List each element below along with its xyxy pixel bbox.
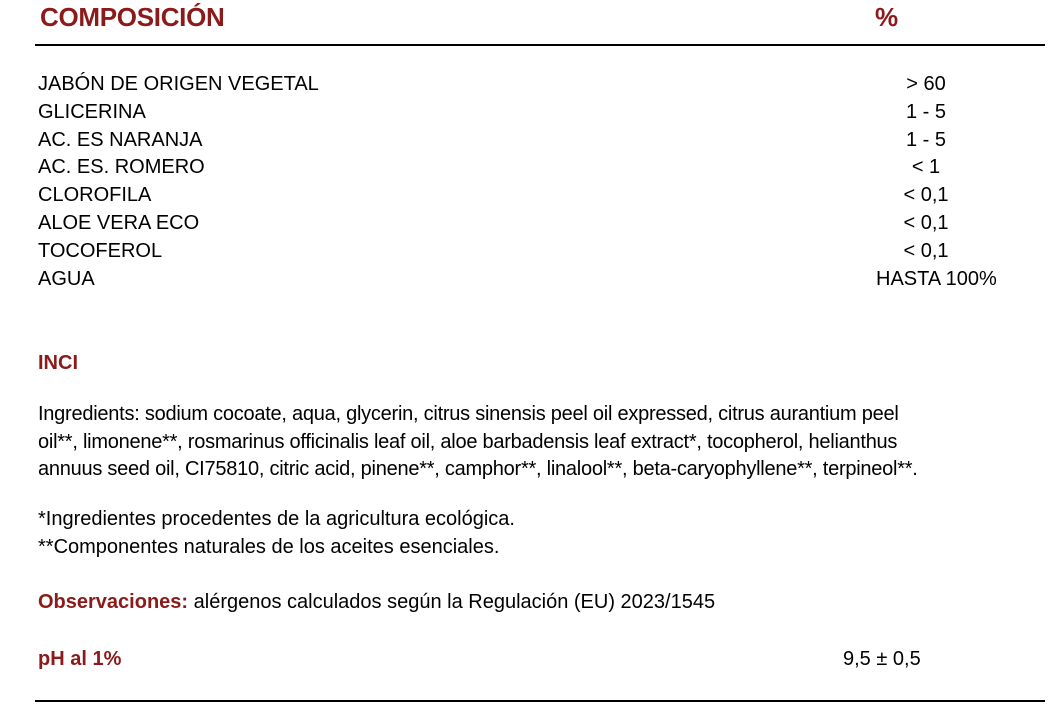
table-row (38, 71, 998, 99)
ingredient-name: GLICERINA (38, 100, 146, 123)
ingredient-percent: 1 - 5 (905, 128, 947, 151)
ingredient-percent: < 1 (911, 156, 941, 179)
observations-text: alérgenos calculados según la Regulación (EU) 2023/1545 (188, 591, 716, 613)
inci-line: annuus seed oil, CI75810, citric acid, pinene**, camphor**, linalool**, beta-caryophyllene**, terpineol**. (38, 458, 918, 480)
inci-ingredients-text (38, 401, 1048, 484)
composition-table (38, 71, 998, 293)
ingredient-percent: > 60 (906, 73, 946, 95)
inci-heading: INCI (38, 352, 78, 374)
observations-label: Observaciones: (38, 591, 189, 613)
footnote-organic: *Ingredientes procedentes de la agricultura ecológica. (38, 508, 515, 530)
top-divider (35, 44, 1045, 46)
table-row (38, 99, 998, 127)
ingredient-name: AC. ES. ROMERO (38, 156, 205, 179)
table-row (38, 238, 998, 266)
ingredient-percent: < 0,1 (903, 184, 949, 207)
table-row (38, 182, 998, 210)
ph-label: pH al 1% (38, 648, 122, 670)
ingredient-name: JABÓN DE ORIGEN VEGETAL (38, 73, 319, 95)
ingredient-percent: 1 - 5 (905, 100, 947, 123)
ingredient-percent: HASTA 100% (876, 267, 997, 290)
table-row (38, 154, 998, 182)
table-row (38, 210, 998, 238)
ingredient-name: AC. ES NARANJA (38, 128, 203, 151)
ingredient-percent: < 0,1 (903, 211, 949, 234)
ingredient-name: AGUA (38, 267, 95, 290)
ingredient-name: ALOE VERA ECO (38, 211, 200, 234)
inci-line: oil**, limonene**, rosmarinus officinalis leaf oil, aloe barbadensis leaf extract*, tocopherol, helianthus (38, 430, 898, 453)
ph-value: 9,5 ± 0,5 (843, 648, 921, 670)
ingredient-name: CLOROFILA (38, 184, 152, 207)
composition-title: COMPOSICIÓN (40, 2, 225, 32)
table-row (38, 127, 998, 155)
table-row (38, 266, 998, 294)
footnote-essential-oils: **Componentes naturales de los aceites esenciales. (38, 535, 500, 558)
bottom-divider (35, 700, 1045, 702)
ingredient-percent: < 0,1 (903, 239, 949, 262)
observations (38, 591, 715, 614)
percent-column-header: % (875, 2, 899, 32)
inci-line: Ingredients: sodium cocoate, aqua, glycerin, citrus sinensis peel oil expressed, citrus aurantium peel (38, 403, 899, 425)
ingredient-name: TOCOFEROL (38, 239, 163, 262)
footnotes (38, 506, 515, 561)
